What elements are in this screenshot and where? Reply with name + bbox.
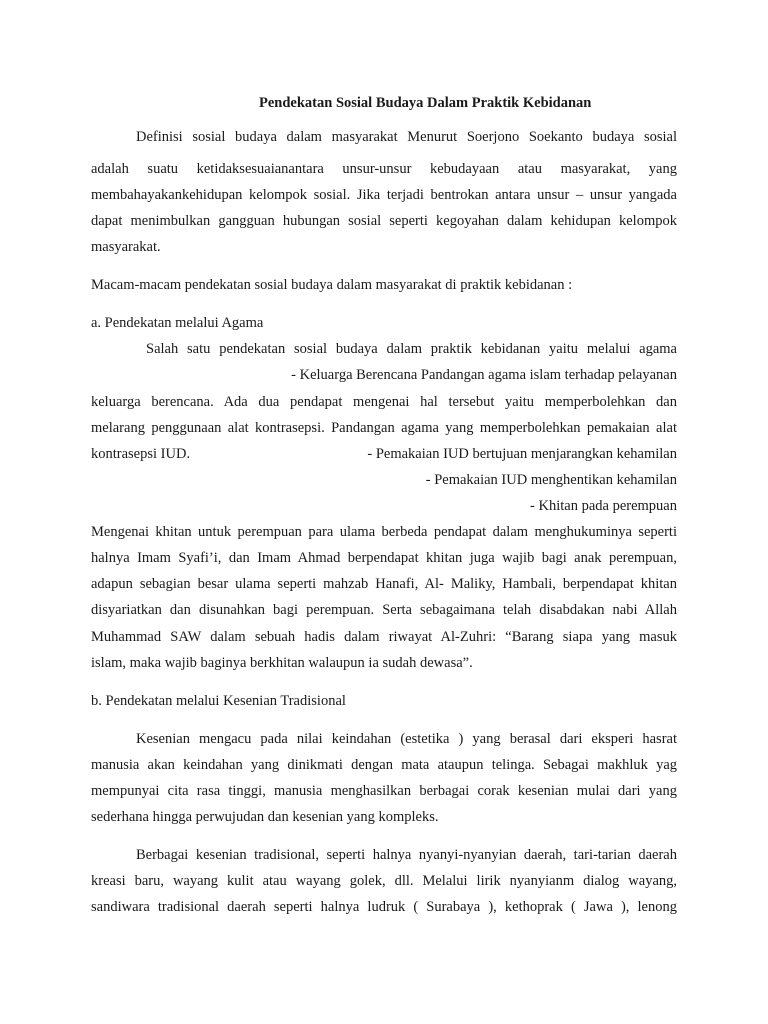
section-a-line-4: melarang penggunaan alat kontrasepsi. Pandangan agama yang memperbolehkan pemakaian alat bbox=[91, 420, 677, 436]
section-a-line-2: - Keluarga Berencana Pandangan agama islam terhadap pelayanan bbox=[291, 367, 677, 383]
section-a-heading: a. Pendekatan melalui Agama bbox=[91, 315, 264, 331]
section-a-line-1: Salah satu pendekatan sosial budaya dalam praktik kebidanan yaitu melalui agama bbox=[146, 341, 677, 357]
b-p1-line-4: sederhana hingga perwujudan dan kesenian yang kompleks. bbox=[91, 809, 439, 825]
khitan-line-6: islam, maka wajib baginya berkhitan walaupun ia sudah dewasa”. bbox=[91, 655, 473, 671]
khitan-line-5: Muhammad SAW dalam sebuah hadis dalam riwayat Al-Zuhri: “Barang siapa yang masuk bbox=[91, 629, 677, 645]
b-p1-line-2: manusia akan keindahan yang dinikmati dengan mata ataupun telinga. Sebagai makhluk yag bbox=[91, 757, 677, 773]
section-a-line-3: keluarga berencana. Ada dua pendapat mengenai hal tersebut yaitu memperbolehkan dan bbox=[91, 394, 677, 410]
p1-line-1: Definisi sosial budaya dalam masyarakat Menurut Soerjono Soekanto budaya sosial bbox=[136, 129, 677, 145]
section-b-heading: b. Pendekatan melalui Kesenian Tradisional bbox=[91, 693, 346, 709]
macam-line: Macam-macam pendekatan sosial budaya dalam masyarakat di praktik kebidanan : bbox=[91, 277, 573, 293]
section-a-line-5b: - Pemakaian IUD bertujuan menjarangkan kehamilan bbox=[367, 446, 677, 462]
section-a-line-7: - Khitan pada perempuan bbox=[530, 498, 677, 514]
b-p2-line-3: sandiwara tradisional daerah seperti halnya ludruk ( Surabaya ), kethoprak ( Jawa ), lenong bbox=[91, 899, 677, 915]
khitan-line-2: halnya Imam Syafi’i, dan Imam Ahmad berpendapat khitan juga wajib bagi anak perempuan, bbox=[91, 550, 677, 566]
p1-line-3: membahayakankehidupan kelompok sosial. Jika terjadi bentrokan antara unsur – unsur yangada bbox=[91, 187, 677, 203]
b-p2-line-2: kreasi baru, wayang kulit atau wayang golek, dll. Melalui lirik nyanyianm dialog wayang, bbox=[91, 873, 677, 889]
b-p1-line-1: Kesenian mengacu pada nilai keindahan (estetika ) yang berasal dari eksperi hasrat bbox=[136, 731, 677, 747]
p1-line-2: adalah suatu ketidaksesuaianantara unsur-unsur kebudayaan atau masyarakat, yang bbox=[91, 161, 677, 177]
khitan-line-4: disyariatkan dan disunahkan bagi perempuan. Serta sebagaimana telah disabdakan nabi Allah bbox=[91, 602, 677, 618]
b-p2-line-1: Berbagai kesenian tradisional, seperti halnya nyanyi-nyanyian daerah, tari-tarian daerah bbox=[136, 847, 677, 863]
khitan-line-3: adapun sebagian besar ulama seperti mahzab Hanafi, Al- Maliky, Hambali, berpendapat khitan bbox=[91, 576, 677, 592]
document-title: Pendekatan Sosial Budaya Dalam Praktik Kebidanan bbox=[259, 95, 592, 111]
section-a-line-5a: kontrasepsi IUD. bbox=[91, 446, 191, 462]
b-p1-line-3: mempunyai cita rasa tinggi, manusia menghasilkan berbagai corak kesenian mulai dari yang bbox=[91, 783, 677, 799]
khitan-line-1: Mengenai khitan untuk perempuan para ulama berbeda pendapat dalam menghukuminya seperti bbox=[91, 524, 677, 540]
p1-line-4: dapat menimbulkan gangguan hubungan sosial seperti kegoyahan dalam kehidupan kelompok bbox=[91, 213, 677, 229]
section-a-line-6: - Pemakaian IUD menghentikan kehamilan bbox=[425, 472, 677, 488]
p1-line-5: masyarakat. bbox=[91, 239, 161, 255]
